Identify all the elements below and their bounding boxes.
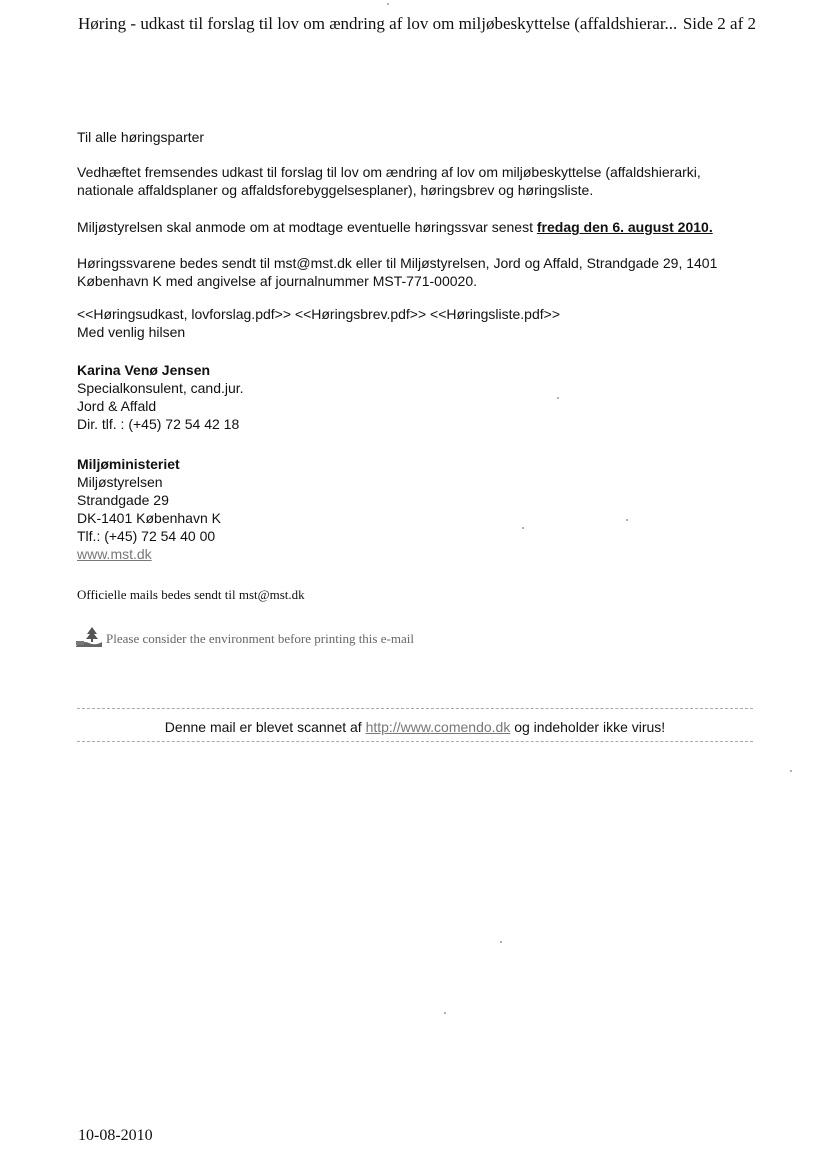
document-title: Høring - udkast til forslag til lov om ændring af lov om miljøbeskyttelse (affaldshierar...: [78, 14, 678, 33]
attachments-paragraph: [77, 305, 767, 341]
scan-speck: [500, 941, 502, 943]
deadline-paragraph: [77, 218, 767, 236]
organization-agency: Miljøstyrelsen: [77, 474, 163, 490]
scan-speck: [444, 1012, 446, 1014]
environment-note: [75, 626, 414, 652]
scan-notice: Denne mail er blevet scannet af http://www.comendo.dk og indeholder ikke virus!: [164, 719, 666, 735]
closing: Med venlig hilsen: [77, 324, 186, 340]
organization-city: DK-1401 København K: [77, 510, 221, 526]
signature-block: [77, 361, 767, 433]
page-number: Side 2 af 2: [682, 14, 756, 33]
signature-title: Specialkonsulent, cand.jur.: [77, 380, 244, 396]
send-paragraph: [77, 254, 767, 290]
greeting: Til alle høringsparter: [77, 129, 205, 145]
scan-speck: [522, 527, 524, 529]
tree-icon: [75, 626, 103, 652]
footer-date: 10-08-2010: [78, 1127, 153, 1144]
deadline-text: Miljøstyrelsen skal anmode om at modtage eventuelle høringssvar senest: [77, 219, 537, 235]
scan-speck: [557, 397, 559, 399]
intro-line: nationale affaldsplaner og affaldsforebyggelsesplaner), høringsbrev og høringsliste.: [77, 182, 594, 198]
attachments-list[interactable]: <<Høringsudkast, lovforslag.pdf>> <<Høringsbrev.pdf>> <<Høringsliste.pdf>>: [77, 306, 560, 322]
environment-text: Please consider the environment before printing this e-mail: [106, 631, 414, 646]
scan-speck: [387, 3, 389, 5]
organization-block: [77, 455, 767, 563]
signature-name: Karina Venø Jensen: [77, 362, 211, 378]
scan-speck: [626, 519, 628, 521]
scan-speck: [790, 770, 792, 772]
divider-bottom: [77, 741, 753, 742]
deadline-date: fredag den 6. august 2010.: [536, 219, 713, 235]
signature-department: Jord & Affald: [77, 398, 157, 414]
organization-phone: Tlf.: (+45) 72 54 40 00: [77, 528, 216, 544]
intro-line: Vedhæftet fremsendes udkast til forslag til lov om ændring af lov om miljøbeskyttelse (affaldshierarki,: [77, 164, 701, 180]
send-line: Høringssvarene bedes sendt til mst@mst.dk eller til Miljøstyrelsen, Jord og Affald, Strandgade 29, 1401: [77, 255, 718, 271]
divider-top: [77, 708, 753, 709]
organization-name: Miljøministeriet: [77, 456, 180, 472]
signature-phone: Dir. tlf. : (+45) 72 54 42 18: [77, 416, 240, 432]
organization-street: Strandgade 29: [77, 492, 169, 508]
website-link[interactable]: www.mst.dk: [77, 546, 152, 562]
send-line: København K med angivelse af journalnummer MST-771-00020.: [77, 273, 477, 289]
intro-paragraph: [77, 163, 767, 199]
official-note: Officielle mails bedes sendt til mst@mst.dk: [77, 587, 305, 602]
comendo-link[interactable]: http://www.comendo.dk: [365, 719, 511, 735]
